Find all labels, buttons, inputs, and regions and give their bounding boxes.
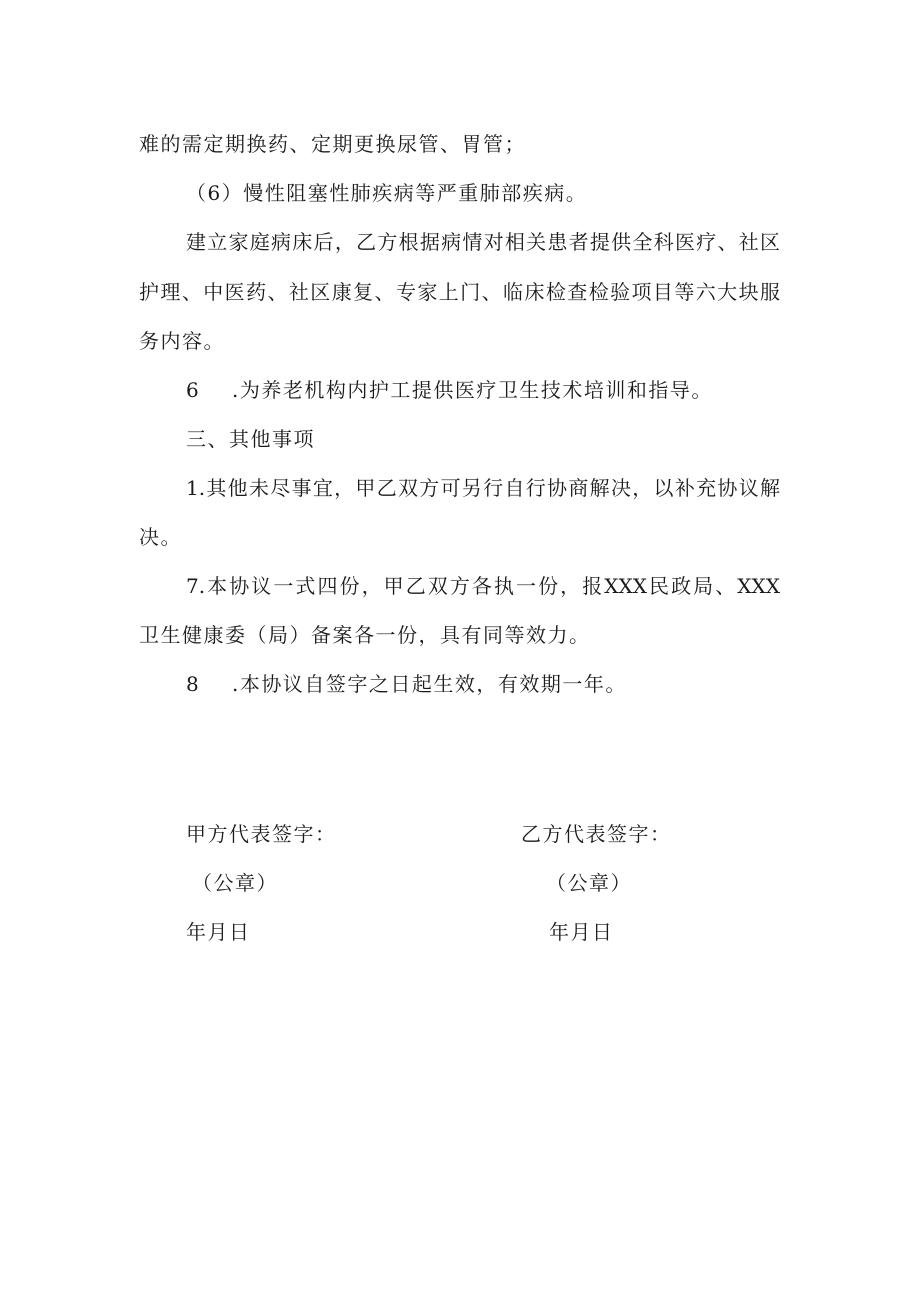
- paragraph-line-home-bed-3: 务内容。: [139, 329, 225, 353]
- list-text: .本协议自签字之日起生效，有效期一年。: [232, 672, 627, 696]
- paragraph-line-home-bed-1: 建立家庭病床后，乙方根据病情对相关患者提供全科医疗、社区: [186, 230, 780, 254]
- list-text: .为养老机构内护工提供医疗卫生技术培训和指导。: [232, 378, 713, 402]
- party-a-signature-label: 甲方代表签字：: [186, 822, 337, 846]
- list-item-8: [186, 674, 627, 694]
- paragraph-line-other-2: 决。: [139, 525, 182, 549]
- section-heading-other-matters: 三、其他事项: [186, 427, 315, 451]
- list-number: 8: [186, 672, 201, 696]
- party-b-seal: （公章）: [546, 871, 632, 895]
- paragraph-line-home-bed-2: 护理、中医药、社区康复、专家上门、临床检查检验项目等六大块服: [139, 280, 780, 304]
- paragraph-line-copies-2: 卫生健康委（局）备案各一份，具有同等效力。: [139, 623, 591, 647]
- paragraph-line-continuation: 难的需定期换药、定期更换尿管、胃管；: [139, 132, 526, 156]
- list-item-6: [186, 380, 713, 400]
- party-a-date: 年月日: [186, 920, 251, 944]
- party-a-seal: （公章）: [192, 871, 278, 895]
- list-number: 6: [186, 378, 201, 402]
- paragraph-line-copies-1: 7.本协议一式四份，甲乙双方各执一份，报XXX民政局、XXX: [186, 574, 780, 598]
- paragraph-line-other-1: 1.其他未尽事宜，甲乙双方可另行自行协商解决，以补充协议解: [186, 476, 780, 500]
- list-item-copd: （6）慢性阻塞性肺疾病等严重肺部疾病。: [186, 181, 588, 205]
- party-b-signature-label: 乙方代表签字：: [521, 822, 672, 846]
- party-b-date: 年月日: [549, 920, 614, 944]
